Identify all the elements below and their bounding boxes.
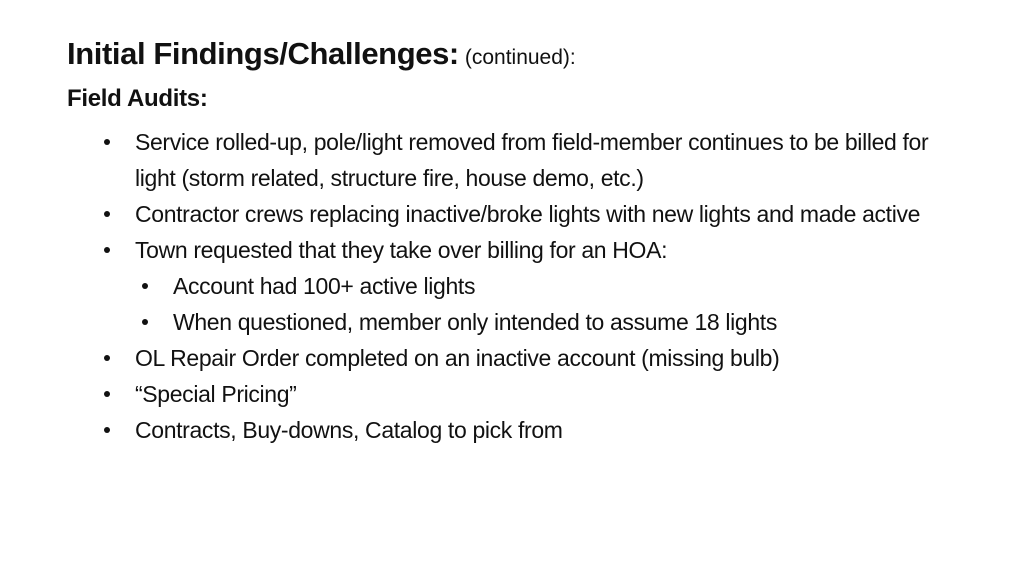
- bullet-text: Service rolled-up, pole/light removed from field-member continues to be billed for light (storm related, structure fire, house demo, etc.): [135, 129, 929, 191]
- bullet-dot-icon: [104, 196, 118, 232]
- bullet-item: [0, 232, 970, 268]
- bullet-item: [0, 196, 970, 232]
- section-heading: Field Audits:: [67, 85, 208, 112]
- sub-bullet-text: When questioned, member only intended to assume 18 lights: [173, 309, 777, 335]
- bullet-text: “Special Pricing”: [135, 381, 297, 407]
- slide-title-main: Initial Findings/Challenges:: [67, 36, 459, 71]
- bullet-text: Contractor crews replacing inactive/broke lights with new lights and made active: [135, 201, 921, 227]
- bullet-text: Town requested that they take over billing for an HOA:: [135, 237, 668, 263]
- bullet-dot-icon: [104, 232, 118, 268]
- bullet-text: Contracts, Buy-downs, Catalog to pick from: [135, 417, 563, 443]
- bullet-item: [0, 412, 970, 448]
- bullet-dot-icon: [104, 376, 118, 412]
- bullet-dot-icon: [142, 268, 156, 304]
- bullet-item: [0, 376, 970, 412]
- slide-title-continued: (continued):: [464, 46, 576, 69]
- bullet-item: [0, 124, 970, 196]
- slide-title: [67, 38, 576, 69]
- bullet-text: OL Repair Order completed on an inactive account (missing bulb): [135, 345, 780, 371]
- sub-bullet-item: [0, 304, 970, 340]
- bullet-item: [0, 340, 970, 376]
- bullet-dot-icon: [104, 124, 118, 160]
- sub-bullet-text: Account had 100+ active lights: [173, 273, 476, 299]
- bullet-dot-icon: [142, 304, 156, 340]
- sub-bullet-item: [0, 268, 970, 304]
- bullet-list: [0, 124, 1024, 448]
- bullet-dot-icon: [104, 412, 118, 448]
- bullet-dot-icon: [104, 340, 118, 376]
